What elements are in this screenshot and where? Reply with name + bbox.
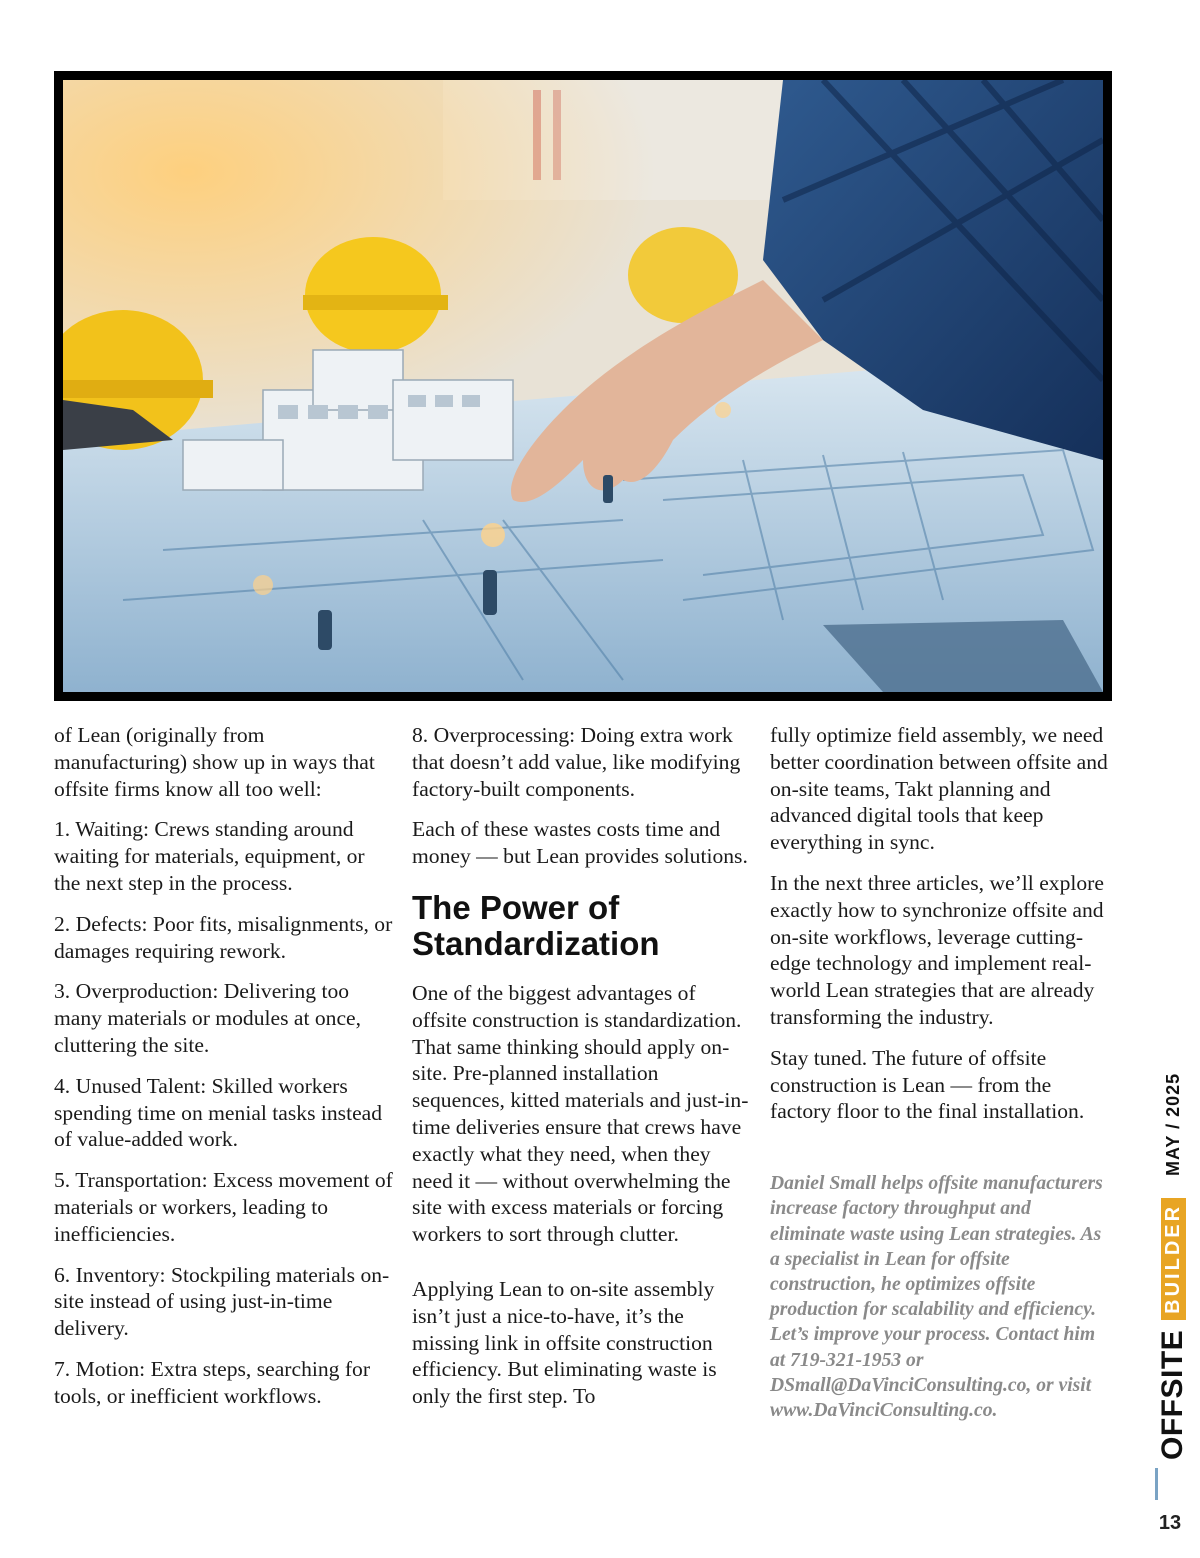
page-number: 13	[1158, 1512, 1182, 1534]
masthead-rotated	[1156, 1073, 1190, 1460]
paragraph-applying-lean: Applying Lean to on-site assembly isn’t just a nice-to-have, it’s the missing link in offsite construction efficiency. But eliminating waste is only the first step. To	[412, 1276, 717, 1409]
section-heading: The Power of Standardization	[412, 888, 660, 962]
side-divider	[1155, 1468, 1158, 1500]
article-column-3	[770, 722, 1110, 1437]
paragraph-intro: of Lean (originally from manufacturing) show up in ways that offsite firms know all too well:	[54, 723, 375, 801]
paragraph-stay-tuned: Stay tuned. The future of offsite construction is Lean — from the factory floor to the final installation.	[770, 1045, 1085, 1124]
waste-item-defects: 2. Defects: Poor fits, misalignments, or damages requiring rework.	[54, 911, 393, 963]
author-bio: Daniel Small helps offsite manufacturers increase factory throughput and eliminate waste using Lean strategies. As a specialist in Lean for offsite construction, he optimizes offsite production for scalability and efficiency. Let’s improve your process. Contact him at 719-321-1953 or DSmall@DaVinciConsulting.co, or visit www.DaVinciConsulting.co.	[770, 1173, 1103, 1421]
article-column-2	[412, 722, 752, 1424]
masthead-builder: BUILDER	[1161, 1198, 1186, 1320]
hero-photo-illustration	[63, 80, 1103, 692]
issue-date: MAY / 2025	[1162, 1072, 1183, 1176]
hero-photo-frame	[54, 71, 1112, 701]
waste-item-inventory: 6. Inventory: Stockpiling materials on-site instead of using just-in-time delivery.	[54, 1262, 390, 1341]
masthead-offsite: OFFSITE	[1156, 1329, 1189, 1460]
waste-item-waiting: 1. Waiting: Crews standing around waiting for materials, equipment, or the next step in the process.	[54, 817, 365, 895]
waste-item-overprocessing: 8. Overprocessing: Doing extra work that doesn’t add value, like modifying factory-built components.	[412, 723, 741, 801]
hero-photo	[63, 80, 1103, 692]
waste-item-unused-talent: 4. Unused Talent: Skilled workers spending time on menial tasks instead of value-added work.	[54, 1073, 383, 1152]
waste-item-overproduction: 3. Overproduction: Delivering too many materials or modules at once, cluttering the site.	[54, 979, 362, 1057]
paragraph-optimize: fully optimize field assembly, we need better coordination between offsite and on-site teams, Takt planning and advanced digital tools that keep everything in sync.	[770, 723, 1108, 855]
article-column-1	[54, 722, 394, 1424]
paragraph-standardization: One of the biggest advantages of offsite construction is standardization. That same thinking should apply on-site. Pre-planned installation sequences, kitted materials and just-in-time deliveries ensure that crews have exactly what they need, when they need it — without overwhelming the site with excess materials or forcing workers to sort through clutter.	[412, 980, 749, 1247]
waste-item-transportation: 5. Transportation: Excess movement of materials or workers, leading to inefficiencies.	[54, 1168, 393, 1246]
paragraph-next-articles: In the next three articles, we’ll explore exactly how to synchronize offsite and on-site workflows, leverage cutting-edge technology and implement real-world Lean strategies that are already transforming the industry.	[770, 870, 1104, 1029]
waste-item-motion: 7. Motion: Extra steps, searching for tools, or inefficient workflows.	[54, 1356, 371, 1408]
paragraph-wastes-cost: Each of these wastes costs time and money — but Lean provides solutions.	[412, 817, 748, 869]
